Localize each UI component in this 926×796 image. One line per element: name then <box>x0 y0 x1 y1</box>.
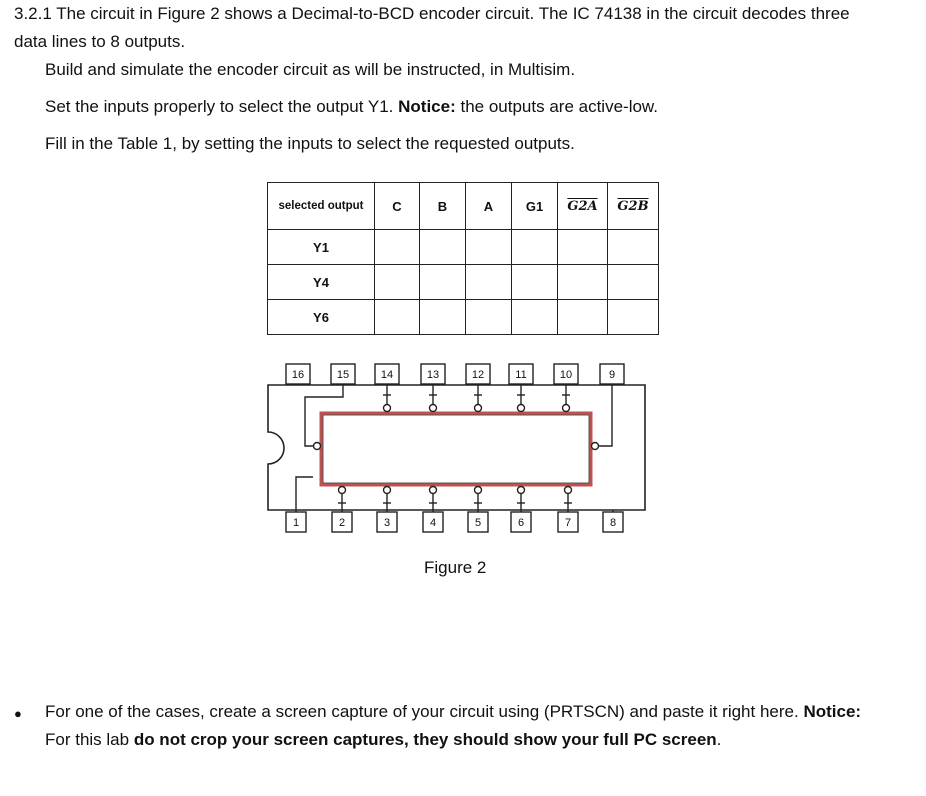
chip-inner-box-edge <box>323 415 589 483</box>
row-output-label: Y4 <box>268 265 375 300</box>
header-g1: G1 <box>512 183 558 230</box>
header-g2b-label: G2B <box>617 199 649 214</box>
header-g2a-label: G2A <box>567 199 598 214</box>
set-inputs-text: Set the inputs properly to select the output Y1. <box>45 97 399 116</box>
pin-5-label: 5 <box>474 517 482 529</box>
notice-label: Notice: <box>398 97 456 116</box>
table-cell <box>420 300 466 335</box>
table-cell <box>375 300 420 335</box>
chip-body-outline <box>268 385 645 510</box>
table-cell <box>608 230 659 265</box>
intro-line-2: data lines to 8 outputs. <box>14 32 186 51</box>
table-header-row <box>268 183 659 230</box>
table-cell <box>512 265 558 300</box>
table-row <box>268 300 659 335</box>
chip-inner-box <box>321 413 591 485</box>
bullet-line-2 <box>45 728 721 752</box>
bullet-line-2-end: . <box>716 730 722 749</box>
bullet-line-2-text: For this lab <box>45 730 134 749</box>
table-cell <box>558 300 608 335</box>
table-cell <box>466 300 512 335</box>
row-output-label: Y6 <box>268 300 375 335</box>
header-g2b <box>608 183 659 230</box>
table-row <box>268 265 659 300</box>
bullet-crop-warning: do not crop your screen captures, they should show your full PC screen <box>133 730 717 749</box>
pin-1-label: 1 <box>292 517 300 529</box>
header-selected-output: selected output <box>268 183 375 230</box>
header-g2a <box>558 183 608 230</box>
pin-6-label: 6 <box>517 517 525 529</box>
pin-8-label: 8 <box>609 517 617 529</box>
pin-11-label: 11 <box>515 369 527 381</box>
table-cell <box>608 265 659 300</box>
bullet-line-1-text: For one of the cases, create a screen capture of your circuit using (PRTSCN) and paste it right here. <box>45 702 804 721</box>
pin-16-label: 16 <box>291 369 305 381</box>
table-cell <box>466 230 512 265</box>
table-cell <box>512 300 558 335</box>
intro-line-1: 3.2.1 The circuit in Figure 2 shows a Decimal-to-BCD encoder circuit. The IC 74138 in the circuit decodes three <box>14 4 850 23</box>
pin-10-label: 10 <box>559 369 573 381</box>
table-1 <box>267 182 659 335</box>
table-cell <box>558 230 608 265</box>
pin-2-label: 2 <box>338 517 346 529</box>
header-b: B <box>420 183 466 230</box>
table-cell <box>608 300 659 335</box>
pin-12-label: 12 <box>471 369 485 381</box>
row-output-label: Y1 <box>268 230 375 265</box>
table-cell <box>420 265 466 300</box>
pin-9-label: 9 <box>608 369 616 381</box>
bullet-notice-label: Notice: <box>803 702 862 721</box>
table-cell <box>512 230 558 265</box>
bullet-line-1 <box>45 700 861 724</box>
set-inputs-instruction <box>45 95 658 119</box>
header-a: A <box>466 183 512 230</box>
table-cell <box>375 265 420 300</box>
pin-4-label: 4 <box>429 517 437 529</box>
pin-7-label: 7 <box>564 517 572 529</box>
chip-wiring <box>296 384 613 512</box>
table-cell <box>420 230 466 265</box>
table-cell <box>466 265 512 300</box>
active-low-text: the outputs are active-low. <box>455 97 658 116</box>
table-cell <box>375 230 420 265</box>
pin-15-label: 15 <box>336 369 350 381</box>
build-instruction: Build and simulate the encoder circuit as will be instructed, in Multisim. <box>45 60 576 79</box>
pin-3-label: 3 <box>383 517 391 529</box>
pin-14-label: 14 <box>380 369 394 381</box>
bottom-pins <box>286 512 623 532</box>
header-c: C <box>375 183 420 230</box>
table-row <box>268 230 659 265</box>
pin-13-label: 13 <box>426 369 440 381</box>
ic-74138-diagram <box>255 352 655 542</box>
figure-caption: Figure 2 <box>424 558 487 577</box>
fill-table-instruction: Fill in the Table 1, by setting the inputs to select the requested outputs. <box>45 134 575 153</box>
bullet-icon: ● <box>14 706 22 721</box>
table-cell <box>558 265 608 300</box>
